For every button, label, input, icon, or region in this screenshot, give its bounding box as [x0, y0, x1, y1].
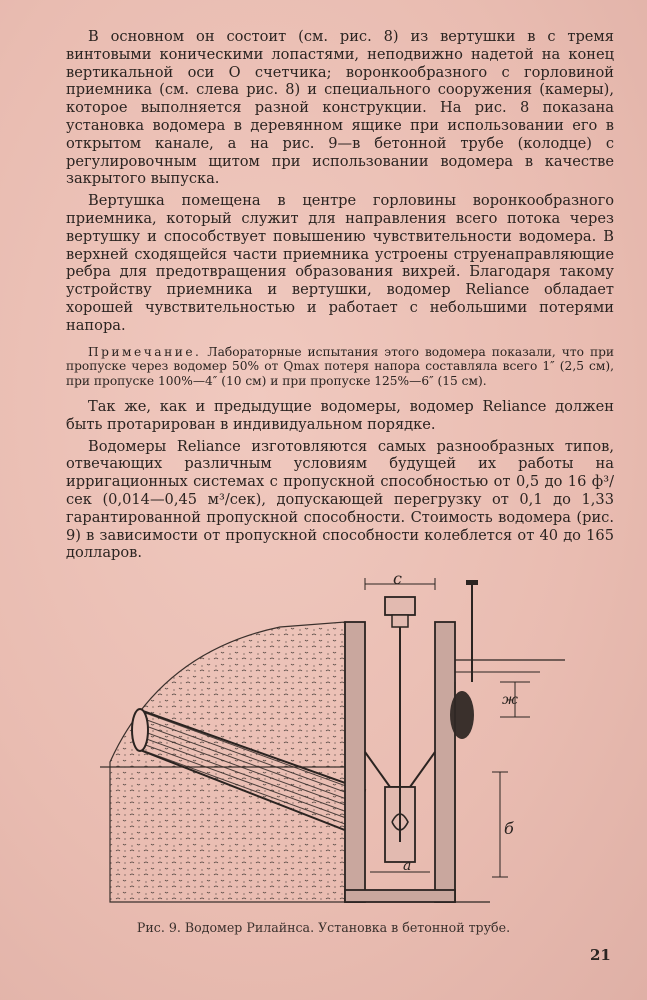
concrete-well — [345, 580, 478, 902]
page-number: 21 — [590, 946, 611, 964]
note-label: Примечание. — [88, 344, 202, 359]
paragraph-1: В основном он состоит (см. рис. 8) из вертушки в с тремя винтовыми коническими лопастями, неподвижно надетой на конец вертикальной оси О счетчика; воронкообразного с горловиной приемника (см. слева рис. 8) и специального сооружения (камеры), которое выполняется разной конструкции. На рис. 8 показана установка водомера в деревянном ящике при использовании его в открытом канале, а на рис. 9—в бетонной трубе (колодце) с регулировочным щитом при использовании водомера в качестве закрытого выпуска. — [66, 28, 614, 188]
paragraph-4: Водомеры Reliance изготовляются самых разнообразных типов, отвечающих различным условиям будущей их работы на ирригационных системах с пропускной способностью от 0,5 до 16 ф³/сек (0,014—0,45 м³/сек), допускающей перегрузку от 0,1 до 1,33 гарантированной пропускной способности. Стоимость водомера (рис. 9) в зависимости от пропускной способности колеблется от 40 до 165 долларов. — [66, 437, 614, 562]
note-text: Лабораторные испытания этого водомера показали, что при пропуске через водомер 50% от Qmax потеря напора составляла всего 1″ (2,5 см), при пропуске 100%—4″ (10 см) и при пропуске 125%—6″ (15 см). — [66, 344, 614, 388]
note — [66, 345, 614, 389]
label-b: б — [504, 819, 514, 838]
label-c: c — [393, 572, 402, 588]
paragraph-3: Так же, как и предыдущие водомеры, водомер Reliance должен быть протарирован в индивидуальном порядке. — [66, 398, 614, 433]
figure-water-meter-diagram — [100, 572, 570, 912]
label-zh: ж — [502, 692, 518, 708]
body-text — [66, 28, 614, 566]
label-a: а — [403, 858, 412, 874]
figure-caption: Рис. 9. Водомер Рилайнса. Установка в бетонной трубе. — [136, 920, 511, 935]
paragraph-2: Вертушка помещена в центре горловины воронкообразного приемника, который служит для направления всего потока через вертушку и способствует повышению чувствительности водомера. В верхней сходящейся части приемника устроены струенаправляющие ребра для предотвращения образования вихрей. Благодаря такому устройству приемника и вертушки, водомер Reliance обладает хорошей чувствительностью и работает с небольшими потерями напора. — [66, 192, 614, 334]
